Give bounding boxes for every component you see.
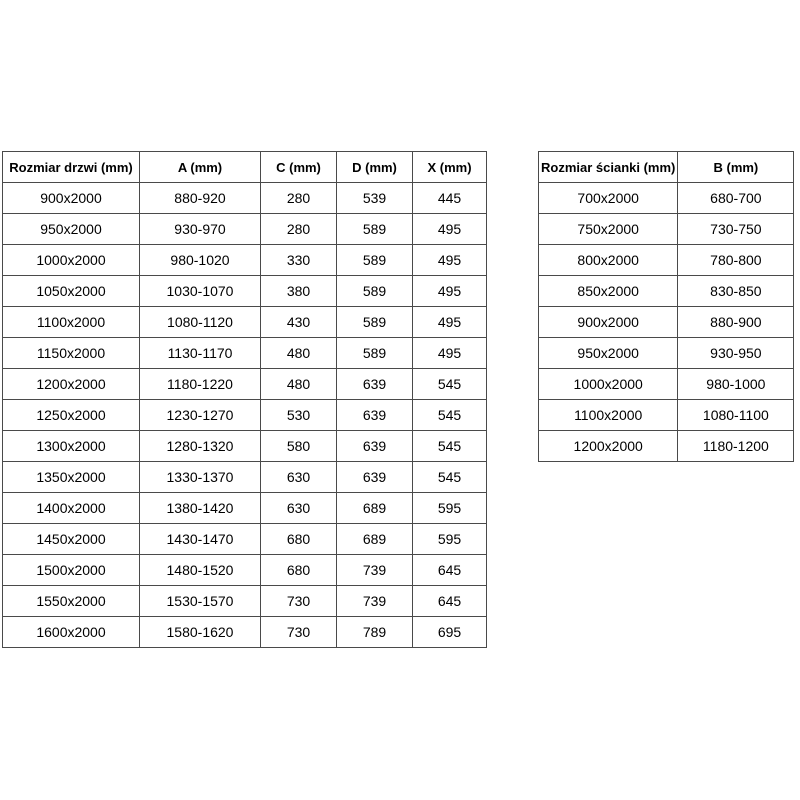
table-cell: 1400x2000 bbox=[3, 493, 140, 524]
table-cell: 1530-1570 bbox=[140, 586, 261, 617]
table-cell: 680 bbox=[261, 555, 337, 586]
table-cell: 1200x2000 bbox=[539, 431, 678, 462]
table-cell: 645 bbox=[413, 555, 487, 586]
table-cell: 545 bbox=[413, 462, 487, 493]
header-row bbox=[539, 152, 794, 183]
table-cell: 880-920 bbox=[140, 183, 261, 214]
table-cell: 1250x2000 bbox=[3, 400, 140, 431]
table-cell: 900x2000 bbox=[3, 183, 140, 214]
table-cell: 1280-1320 bbox=[140, 431, 261, 462]
table-row bbox=[3, 617, 487, 648]
table-cell: 780-800 bbox=[678, 245, 794, 276]
table-cell: 1480-1520 bbox=[140, 555, 261, 586]
door-size-table bbox=[2, 151, 487, 648]
table-cell: 750x2000 bbox=[539, 214, 678, 245]
table-cell: 1130-1170 bbox=[140, 338, 261, 369]
table-cell: 830-850 bbox=[678, 276, 794, 307]
table-cell: 700x2000 bbox=[539, 183, 678, 214]
table-row bbox=[539, 431, 794, 462]
table-cell: 639 bbox=[337, 462, 413, 493]
table-row bbox=[3, 183, 487, 214]
table-cell: 1200x2000 bbox=[3, 369, 140, 400]
table-cell: 480 bbox=[261, 338, 337, 369]
table-cell: 330 bbox=[261, 245, 337, 276]
table-cell: 1050x2000 bbox=[3, 276, 140, 307]
table-row bbox=[539, 307, 794, 338]
column-header: Rozmiar ścianki (mm) bbox=[539, 152, 678, 183]
table-cell: 495 bbox=[413, 338, 487, 369]
table-cell: 480 bbox=[261, 369, 337, 400]
table-cell: 430 bbox=[261, 307, 337, 338]
table-cell: 1150x2000 bbox=[3, 338, 140, 369]
table-row bbox=[539, 183, 794, 214]
table-row bbox=[3, 307, 487, 338]
table-cell: 445 bbox=[413, 183, 487, 214]
table-cell: 1030-1070 bbox=[140, 276, 261, 307]
table-row bbox=[539, 245, 794, 276]
table-cell: 589 bbox=[337, 276, 413, 307]
header-row bbox=[3, 152, 487, 183]
column-header: B (mm) bbox=[678, 152, 794, 183]
table-cell: 1550x2000 bbox=[3, 586, 140, 617]
table-cell: 800x2000 bbox=[539, 245, 678, 276]
table-cell: 950x2000 bbox=[539, 338, 678, 369]
table-cell: 589 bbox=[337, 245, 413, 276]
table-row bbox=[3, 245, 487, 276]
table-row bbox=[3, 369, 487, 400]
table-cell: 539 bbox=[337, 183, 413, 214]
table-cell: 689 bbox=[337, 524, 413, 555]
table-cell: 1100x2000 bbox=[539, 400, 678, 431]
table-cell: 730 bbox=[261, 617, 337, 648]
table-cell: 980-1000 bbox=[678, 369, 794, 400]
table-cell: 495 bbox=[413, 214, 487, 245]
table-cell: 930-950 bbox=[678, 338, 794, 369]
table-cell: 645 bbox=[413, 586, 487, 617]
table-cell: 730-750 bbox=[678, 214, 794, 245]
column-header: C (mm) bbox=[261, 152, 337, 183]
table-cell: 1450x2000 bbox=[3, 524, 140, 555]
table-cell: 900x2000 bbox=[539, 307, 678, 338]
table-cell: 980-1020 bbox=[140, 245, 261, 276]
table-cell: 680-700 bbox=[678, 183, 794, 214]
table-row bbox=[3, 524, 487, 555]
table-cell: 1000x2000 bbox=[3, 245, 140, 276]
table-cell: 1380-1420 bbox=[140, 493, 261, 524]
table-cell: 545 bbox=[413, 369, 487, 400]
table-row bbox=[3, 214, 487, 245]
table-cell: 589 bbox=[337, 214, 413, 245]
wall-size-table bbox=[538, 151, 794, 462]
table-cell: 1430-1470 bbox=[140, 524, 261, 555]
table-row bbox=[3, 586, 487, 617]
table-row bbox=[3, 462, 487, 493]
table-cell: 589 bbox=[337, 338, 413, 369]
table-cell: 545 bbox=[413, 431, 487, 462]
table-cell: 695 bbox=[413, 617, 487, 648]
table-row bbox=[539, 369, 794, 400]
table-cell: 1500x2000 bbox=[3, 555, 140, 586]
table-cell: 930-970 bbox=[140, 214, 261, 245]
table-cell: 739 bbox=[337, 555, 413, 586]
table-row bbox=[3, 493, 487, 524]
table-row bbox=[3, 431, 487, 462]
table-cell: 280 bbox=[261, 183, 337, 214]
column-header: D (mm) bbox=[337, 152, 413, 183]
table-cell: 1180-1220 bbox=[140, 369, 261, 400]
table-cell: 950x2000 bbox=[3, 214, 140, 245]
table-cell: 1330-1370 bbox=[140, 462, 261, 493]
table-row bbox=[539, 276, 794, 307]
table-cell: 639 bbox=[337, 369, 413, 400]
table-cell: 1580-1620 bbox=[140, 617, 261, 648]
table-cell: 739 bbox=[337, 586, 413, 617]
table-cell: 680 bbox=[261, 524, 337, 555]
column-header: Rozmiar drzwi (mm) bbox=[3, 152, 140, 183]
column-header: X (mm) bbox=[413, 152, 487, 183]
table-cell: 630 bbox=[261, 493, 337, 524]
table-cell: 639 bbox=[337, 431, 413, 462]
table-cell: 495 bbox=[413, 276, 487, 307]
table-cell: 1180-1200 bbox=[678, 431, 794, 462]
table-cell: 1000x2000 bbox=[539, 369, 678, 400]
table-cell: 1600x2000 bbox=[3, 617, 140, 648]
column-header: A (mm) bbox=[140, 152, 261, 183]
table-cell: 545 bbox=[413, 400, 487, 431]
table-cell: 380 bbox=[261, 276, 337, 307]
table-cell: 850x2000 bbox=[539, 276, 678, 307]
table-row bbox=[539, 338, 794, 369]
table-cell: 1100x2000 bbox=[3, 307, 140, 338]
table-cell: 495 bbox=[413, 307, 487, 338]
table-row bbox=[539, 400, 794, 431]
table-row bbox=[3, 338, 487, 369]
table-cell: 580 bbox=[261, 431, 337, 462]
table-row bbox=[3, 555, 487, 586]
table-row bbox=[3, 400, 487, 431]
table-cell: 1350x2000 bbox=[3, 462, 140, 493]
table-cell: 1080-1120 bbox=[140, 307, 261, 338]
table-cell: 1230-1270 bbox=[140, 400, 261, 431]
table-cell: 1300x2000 bbox=[3, 431, 140, 462]
table-cell: 595 bbox=[413, 493, 487, 524]
table-cell: 880-900 bbox=[678, 307, 794, 338]
table-cell: 495 bbox=[413, 245, 487, 276]
table-cell: 530 bbox=[261, 400, 337, 431]
table-cell: 280 bbox=[261, 214, 337, 245]
table-cell: 689 bbox=[337, 493, 413, 524]
table-cell: 630 bbox=[261, 462, 337, 493]
table-cell: 639 bbox=[337, 400, 413, 431]
table-cell: 589 bbox=[337, 307, 413, 338]
table-cell: 595 bbox=[413, 524, 487, 555]
table-cell: 730 bbox=[261, 586, 337, 617]
table-row bbox=[539, 214, 794, 245]
table-cell: 789 bbox=[337, 617, 413, 648]
table-cell: 1080-1100 bbox=[678, 400, 794, 431]
table-row bbox=[3, 276, 487, 307]
